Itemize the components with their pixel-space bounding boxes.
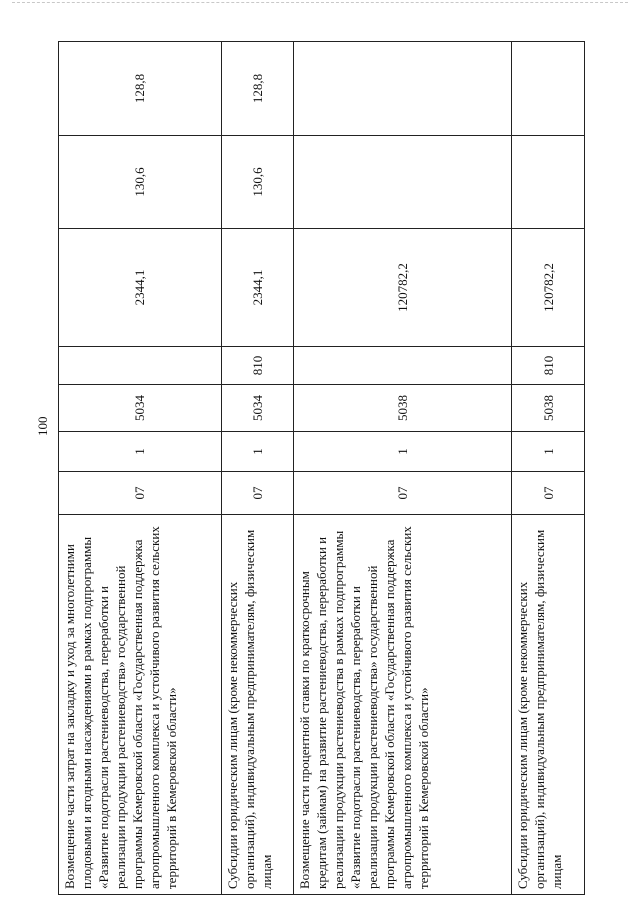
target-item-cell: 5034	[221, 385, 294, 432]
amount2-cell	[512, 42, 585, 136]
percent-cell	[294, 136, 512, 229]
expense-type-cell	[294, 347, 512, 385]
amount-cell: 120782,2	[512, 229, 585, 347]
target-item-cell: 5038	[294, 385, 512, 432]
percent-cell	[512, 136, 585, 229]
section-cell: 07	[512, 472, 585, 515]
percent-cell: 130,6	[59, 136, 222, 229]
amount2-cell: 128,8	[221, 42, 294, 136]
budget-table	[58, 41, 585, 895]
target-item-cell: 5038	[512, 385, 585, 432]
target-item-cell: 5034	[59, 385, 222, 432]
amount-cell: 120782,2	[294, 229, 512, 347]
subsection-cell: 1	[59, 432, 222, 472]
section-cell: 07	[294, 472, 512, 515]
amount2-cell	[294, 42, 512, 136]
table-row	[221, 42, 294, 895]
expense-type-cell: 810	[221, 347, 294, 385]
percent-cell: 130,6	[221, 136, 294, 229]
table-row	[59, 42, 222, 895]
expense-type-cell: 810	[512, 347, 585, 385]
row-description: Субсидии юридическим лицам (кроме некоммерческих организаций), индивидуальным предпринимателям, физическим лицам	[221, 515, 294, 895]
row-description: Возмещение части процентной ставки по краткосрочным кредитам (займам) на развитие растениеводства, переработки и реализации продукции растениеводства в рамках подпрограммы «Развитие подотрасли растениеводства, переработки и реализации продукции растениеводства» государственной программы Кемеровской области «Государственная поддержка агропромышленного комплекса и устойчивого развития сельских территорий в Кемеровской области»	[294, 515, 512, 895]
amount-cell: 2344,1	[221, 229, 294, 347]
subsection-cell: 1	[221, 432, 294, 472]
amount-cell: 2344,1	[59, 229, 222, 347]
top-rule	[12, 2, 628, 3]
page-number: 100	[35, 416, 50, 436]
table-row	[512, 42, 585, 895]
row-description: Субсидии юридическим лицам (кроме некоммерческих организаций), индивидуальным предпринимателям, физическим лицам	[512, 515, 585, 895]
section-cell: 07	[221, 472, 294, 515]
rotated-table-container	[58, 42, 585, 895]
amount2-cell: 128,8	[59, 42, 222, 136]
section-cell: 07	[59, 472, 222, 515]
expense-type-cell	[59, 347, 222, 385]
table-row	[294, 42, 512, 895]
row-description: Возмещение части затрат на закладку и уход за многолетними плодовыми и ягодными насаждениями в рамках подпрограммы «Развитие подотрасли растениеводства, переработки и реализации продукции растениеводства» государственной программы Кемеровской области «Государственная поддержка агропромышленного комплекса и устойчивого развития сельских территорий в Кемеровской области»	[59, 515, 222, 895]
subsection-cell: 1	[294, 432, 512, 472]
subsection-cell: 1	[512, 432, 585, 472]
